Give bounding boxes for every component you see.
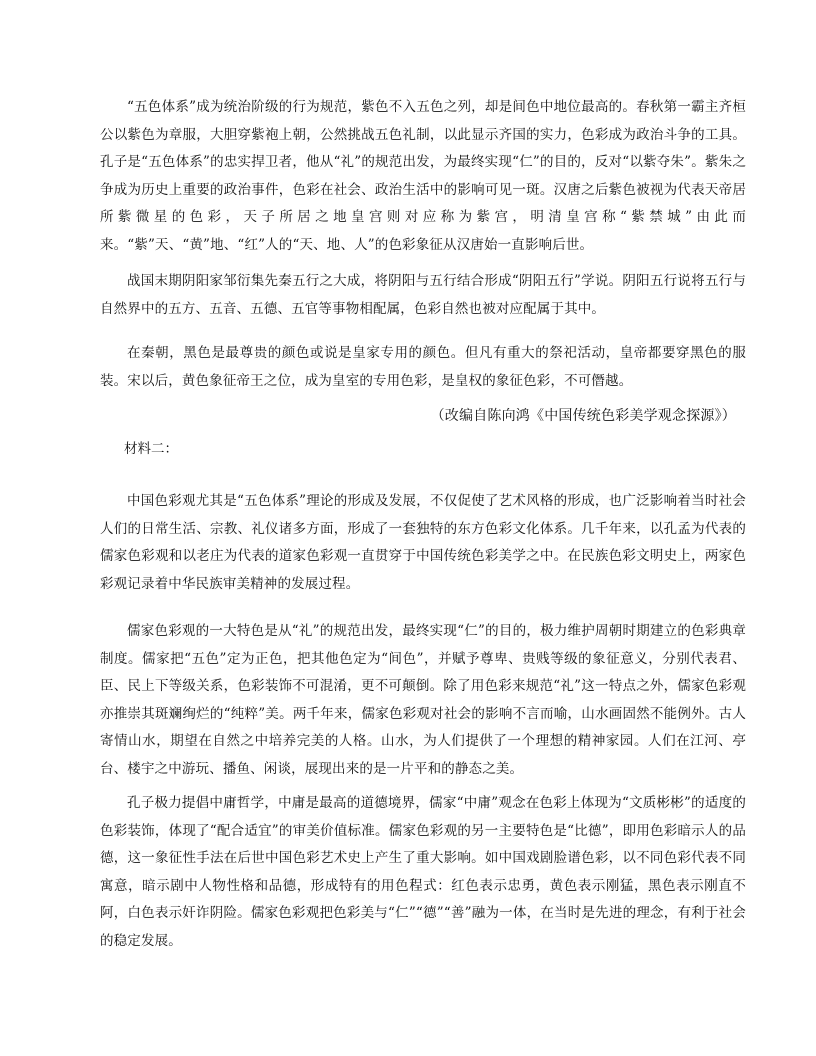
paragraph-chinese-color-view: 中国色彩观尤其是“五色体系”理论的形成及发展，不仅促使了艺术风格的形成，也广泛影响着当时社会人们的日常生活、宗教、礼仪诸多方面，形成了一套独特的东方色彩文化体系。几千年来，以孔孟为代表的儒家色彩观和以老庄为代表的道家色彩观一直贯穿于中国传统色彩美学之中。在民族色彩文明史上，两家色彩观记录着中华民族审美精神的发展过程。 [100,493,746,592]
source-citation: （改编自陈向鸿《中国传统色彩美学观念探源》） [430,408,736,424]
material-label: 材料二： [124,441,178,457]
paragraph-purple-status: “五色体系”成为统治阶级的行为规范，紫色不入五色之列，却是间色中地位最高的。春秋第一霸主齐桓公以紫色为章服，大胆穿紫袍上朝，公然挑战五色礼制，以此显示齐国的实力，色彩成为政治斗争的工具。孔子是“五色体系”的忠实捍卫者，他从“礼”的规范出发，为最终实现“仁”的目的，反对“以紫夺朱”。紫朱之争成为历史上重要的政治事件，色彩在社会、政治生活中的影响可见一斑。汉唐之后紫色被视为代表天帝居所紫微星的色彩，天子所居之地皇宫则对应称为紫宫，明清皇宫称“紫禁城”由此而来。“紫”天、“黄”地、“红”人的“天、地、人”的色彩象征从汉唐始一直影响后世。 [100,99,746,253]
paragraph-yin-yang-five-elements: 战国末期阴阳家邹衍集先秦五行之大成，将阴阳与五行结合形成“阴阳五行”学说。阴阳五行说将五行与自然界中的五方、五音、五德、五官等事物相配属，色彩自然也被对应配属于其中。 [100,273,746,317]
paragraph-confucian-color-view: 儒家色彩观的一大特色是从“礼”的规范出发，最终实现“仁”的目的，极力维护周朝时期建立的色彩典章制度。儒家把“五色”定为正色，把其他色定为“间色”，并赋予尊卑、贵贱等级的象征意义，分别代表君、臣、民上下等级关系，色彩装饰不可混淆，更不可颠倒。除了用色彩来规范“礼”这一特点之外，儒家色彩观亦推崇其斑斓绚烂的“纯粹”美。两千年来，儒家色彩观对社会的影响不言而喻，山水画固然不能例外。古人寄情山水，期望在自然之中培养完美的人格。山水，为人们提供了一个理想的精神家园。人们在江河、亭台、楼宇之中游玩、播鱼、闲谈，展现出来的是一片平和的静态之美。 [100,623,746,777]
paragraph-doctrine-of-mean: 孔子极力提倡中庸哲学，中庸是最高的道德境界，儒家“中庸”观念在色彩上体现为“文质彬彬”的适度的色彩装饰，体现了“配合适宜”的审美价值标准。儒家色彩观的另一主要特色是“比德”，即用色彩暗示人的品德，这一象征性手法在后世中国色彩艺术史上产生了重大影响。如中国戏剧脸谱色彩，以不同色彩代表不同寓意，暗示剧中人物性格和品德，形成特有的用色程式：红色表示忠勇，黄色表示刚猛，黑色表示刚直不阿，白色表示奸诈阴险。儒家色彩观把色彩美与“仁”“德”“善”融为一体，在当时是先进的理念，有利于社会的稳定发展。 [100,795,746,949]
paragraph-black-yellow-dynasties: 在秦朝，黑色是最尊贵的颜色或说是皇家专用的颜色。但凡有重大的祭祀活动，皇帝都要穿黑色的服装。宋以后，黄色象征帝王之位，成为皇室的专用色彩，是皇权的象征色彩，不可僭越。 [100,345,746,389]
